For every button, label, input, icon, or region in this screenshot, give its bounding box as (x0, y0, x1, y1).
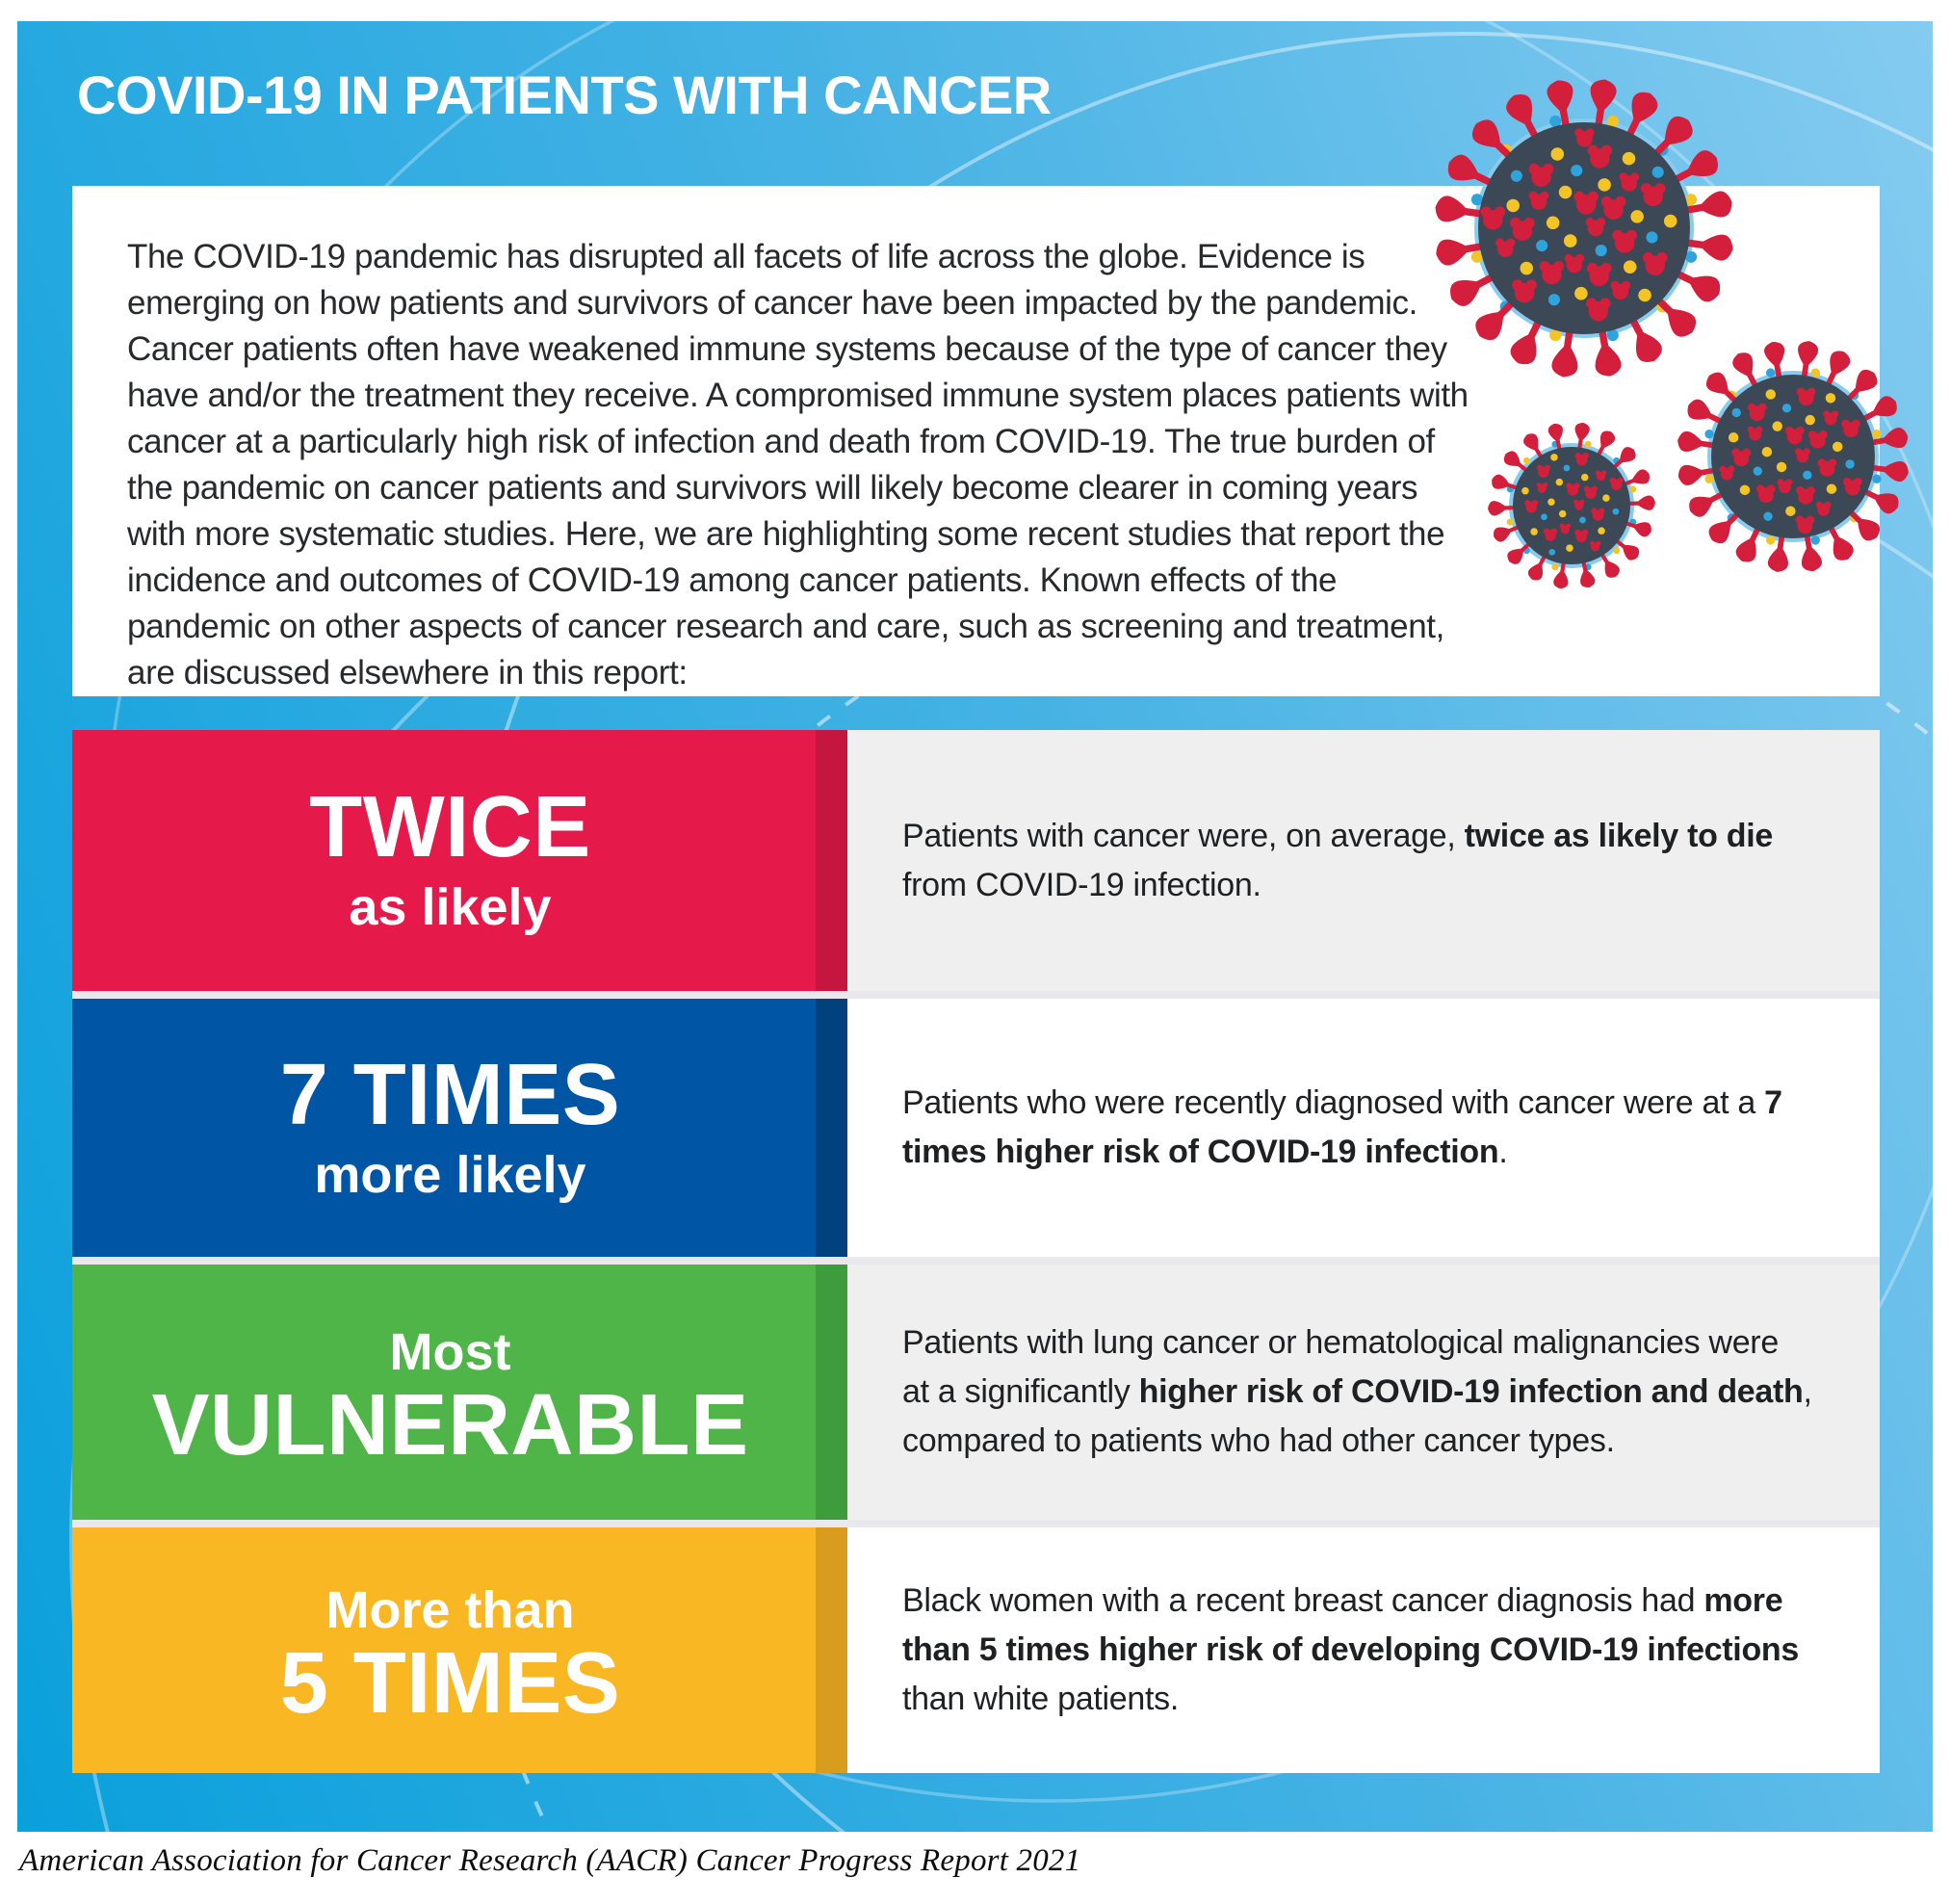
intro-paragraph: The COVID-19 pandemic has disrupted all facets of life across the globe. Evidence is emerging on how patients and survivors of cancer have been impacted by the pandemic. Cancer patients often have weakened immune systems because of the type of cancer they have and/or the treatment they receive. A compromised immune system places patients with cancer at a particularly high risk of infection and death from COVID-19. The true burden of the pandemic on cancer patients and survivors will likely become clearer in coming years with more systematic studies. Here, we are highlighting some recent studies that report the incidence and outcomes of COVID-19 among cancer patients. Known effects of the pandemic on other aspects of cancer research and care, such as screening and treatment, are discussed elsewhere in this report: (127, 238, 1469, 691)
coronavirus-icon-medium (1670, 333, 1916, 580)
stat-line-big: VULNERABLE (151, 1376, 749, 1474)
stat-line-small: More than (325, 1581, 575, 1640)
stat-line-small: more likely (314, 1145, 586, 1204)
stat-line-big: 7 TIMES (279, 1046, 621, 1143)
stat-line-small: Most (389, 1323, 511, 1382)
stat-figure-block (72, 999, 847, 1257)
stat-block-edge (816, 1265, 847, 1520)
stat-block-edge (816, 1527, 847, 1773)
footer-credit: American Association for Cancer Research (AACR) Cancer Progress Report 2021 (19, 1843, 1081, 1878)
stat-figure-text (279, 1046, 640, 1204)
coronavirus-icon-small (1482, 416, 1661, 595)
stat-figure-text (151, 1316, 767, 1474)
stat-description (847, 730, 1880, 991)
stat-description (847, 999, 1880, 1257)
stat-figure-text (279, 1574, 640, 1732)
stat-figure-text (309, 779, 610, 937)
stat-line-big: TWICE (309, 779, 591, 876)
stat-block-edge (816, 730, 847, 991)
stat-row-more-than-five-times (72, 1527, 1880, 1773)
stat-row-most-vulnerable (72, 1265, 1880, 1520)
stat-description-text: Patients who were recently diagnosed with cancer were at a 7 times higher risk of COVID-19 infection. (902, 1084, 1782, 1170)
stat-row-twice-as-likely (72, 730, 1880, 991)
stat-description-text: Black women with a recent breast cancer diagnosis had more than 5 times higher risk of developing COVID-19 infections than white patients. (902, 1582, 1799, 1717)
stat-description-text: Patients with lung cancer or hematological malignancies were at a significantly higher risk of COVID-19 infection and death, compared to patients who had other cancer types. (902, 1324, 1812, 1459)
stat-block-edge (816, 999, 847, 1257)
stat-description (847, 1265, 1880, 1520)
stat-description (847, 1527, 1880, 1773)
stats-list (72, 730, 1880, 1773)
stat-line-big: 5 TIMES (279, 1634, 621, 1732)
stat-line-small: as likely (349, 878, 552, 937)
stat-row-seven-times-more-likely (72, 999, 1880, 1257)
stat-figure-block (72, 1265, 847, 1520)
stat-figure-block (72, 1527, 847, 1773)
stat-description-text: Patients with cancer were, on average, twice as likely to die from COVID-19 infection. (902, 817, 1773, 903)
page-title: COVID-19 IN PATIENTS WITH CANCER (77, 65, 1052, 125)
stat-figure-block (72, 730, 847, 991)
